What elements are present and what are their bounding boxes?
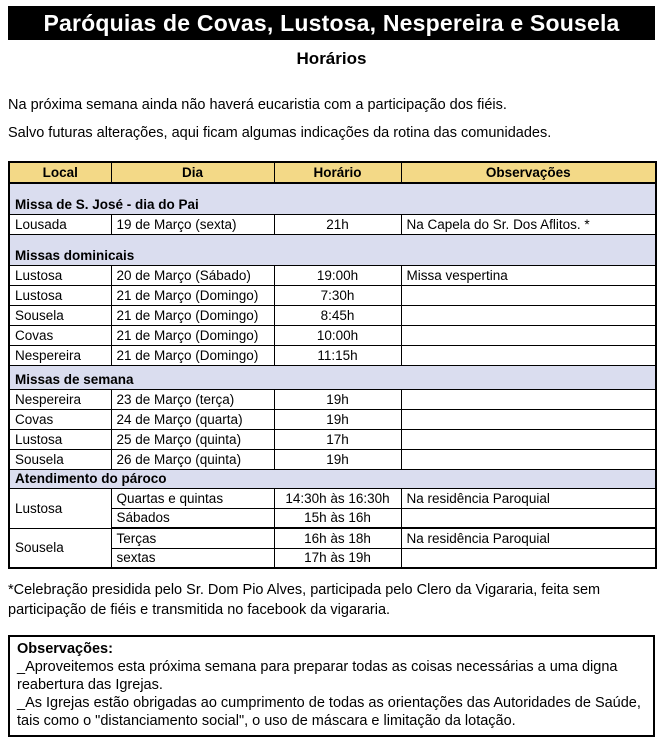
intro-paragraph-2: Salvo futuras alterações, aqui ficam algumas indicações da rotina das comunidades. bbox=[8, 125, 552, 141]
cell-dia: Sábados bbox=[111, 508, 274, 528]
subtitle: Horários bbox=[296, 49, 367, 68]
schedule-row bbox=[9, 429, 656, 449]
cell-local: Lustosa bbox=[9, 285, 111, 305]
section-title-row bbox=[9, 365, 656, 389]
schedule-row bbox=[9, 528, 656, 548]
cell-dia: 21 de Março (Domingo) bbox=[111, 305, 274, 325]
cell-dia: sextas bbox=[111, 548, 274, 568]
section-title-row bbox=[9, 234, 656, 265]
footnote: *Celebração presidida pelo Sr. Dom Pio Alves, participada pelo Clero da Vigararia, feita sem participação de fiéis e transmitida no facebook da vigararia. bbox=[8, 582, 601, 618]
cell-horario: 19h bbox=[274, 409, 401, 429]
cell-horario: 8:45h bbox=[274, 305, 401, 325]
schedule-row bbox=[9, 389, 656, 409]
cell-local: Lustosa bbox=[9, 429, 111, 449]
cell-observacoes: Missa vespertina bbox=[401, 265, 656, 285]
cell-observacoes: Na Capela do Sr. Dos Aflitos. * bbox=[401, 214, 656, 234]
cell-dia: Terças bbox=[111, 528, 274, 548]
observations-box bbox=[8, 635, 655, 737]
cell-local: Sousela bbox=[9, 305, 111, 325]
cell-observacoes bbox=[401, 285, 656, 305]
observations-title: Observações: bbox=[17, 641, 113, 657]
intro-paragraph-1: Na próxima semana ainda não haverá eucaristia com a participação dos fiéis. bbox=[8, 97, 507, 113]
schedule-row bbox=[9, 345, 656, 365]
cell-observacoes bbox=[401, 389, 656, 409]
cell-dia: 26 de Março (quinta) bbox=[111, 449, 274, 469]
cell-horario: 7:30h bbox=[274, 285, 401, 305]
cell-horario: 10:00h bbox=[274, 325, 401, 345]
cell-observacoes: Na residência Paroquial bbox=[401, 488, 656, 508]
cell-horario: 16h às 18h bbox=[274, 528, 401, 548]
cell-local: Lousada bbox=[9, 214, 111, 234]
observation-item-1: _Aproveitemos esta próxima semana para preparar todas as coisas necessárias a uma digna reabertura das Igrejas. bbox=[17, 659, 618, 693]
cell-horario: 15h às 16h bbox=[274, 508, 401, 528]
title-banner bbox=[8, 6, 655, 40]
cell-observacoes bbox=[401, 548, 656, 568]
cell-observacoes bbox=[401, 345, 656, 365]
header-cell-local: Local bbox=[9, 162, 111, 183]
cell-horario: 19h bbox=[274, 449, 401, 469]
header-cell-dia: Dia bbox=[111, 162, 274, 183]
cell-dia: 23 de Março (terça) bbox=[111, 389, 274, 409]
cell-local: Sousela bbox=[9, 528, 111, 568]
cell-observacoes bbox=[401, 429, 656, 449]
schedule-row bbox=[9, 305, 656, 325]
intro-text bbox=[8, 96, 655, 142]
schedule-row bbox=[9, 325, 656, 345]
cell-horario: 14:30h às 16:30h bbox=[274, 488, 401, 508]
table-header-row bbox=[9, 162, 656, 183]
cell-observacoes bbox=[401, 325, 656, 345]
cell-dia: 24 de Março (quarta) bbox=[111, 409, 274, 429]
schedule-row bbox=[9, 409, 656, 429]
cell-horario: 21h bbox=[274, 214, 401, 234]
cell-local: Covas bbox=[9, 325, 111, 345]
schedule-row bbox=[9, 265, 656, 285]
header-cell-observacoes: Observações bbox=[401, 162, 656, 183]
cell-horario: 17h às 19h bbox=[274, 548, 401, 568]
schedule-table bbox=[8, 161, 657, 569]
section-title: Missas dominicais bbox=[9, 234, 656, 265]
cell-observacoes bbox=[401, 409, 656, 429]
cell-dia: 21 de Março (Domingo) bbox=[111, 325, 274, 345]
cell-local: Lustosa bbox=[9, 488, 111, 528]
cell-dia: 21 de Março (Domingo) bbox=[111, 285, 274, 305]
section-title: Atendimento do pároco bbox=[9, 469, 656, 488]
cell-observacoes: Na residência Paroquial bbox=[401, 528, 656, 548]
cell-dia: 21 de Março (Domingo) bbox=[111, 345, 274, 365]
cell-local: Lustosa bbox=[9, 265, 111, 285]
schedule-row bbox=[9, 285, 656, 305]
section-title-row bbox=[9, 183, 656, 214]
schedule-row bbox=[9, 214, 656, 234]
observation-item-2: _As Igrejas estão obrigadas ao cumprimento de todas as orientações das Autoridades de Saúde, tais como o "distanciamento social", o uso de máscara e limitação da lotação. bbox=[17, 695, 641, 729]
schedule-row bbox=[9, 488, 656, 508]
section-title: Missas de semana bbox=[9, 365, 656, 389]
header-cell-horario: Horário bbox=[274, 162, 401, 183]
schedule-table-body bbox=[9, 183, 656, 568]
cell-observacoes bbox=[401, 305, 656, 325]
cell-observacoes bbox=[401, 508, 656, 528]
cell-local: Nespereira bbox=[9, 389, 111, 409]
schedule-row bbox=[9, 449, 656, 469]
cell-dia: 20 de Março (Sábado) bbox=[111, 265, 274, 285]
cell-local: Nespereira bbox=[9, 345, 111, 365]
cell-local: Sousela bbox=[9, 449, 111, 469]
cell-dia: 25 de Março (quinta) bbox=[111, 429, 274, 449]
section-title-row bbox=[9, 469, 656, 488]
cell-local: Covas bbox=[9, 409, 111, 429]
cell-horario: 11:15h bbox=[274, 345, 401, 365]
cell-horario: 17h bbox=[274, 429, 401, 449]
cell-dia: Quartas e quintas bbox=[111, 488, 274, 508]
section-title: Missa de S. José - dia do Pai bbox=[9, 183, 656, 214]
cell-horario: 19:00h bbox=[274, 265, 401, 285]
document-title: Paróquias de Covas, Lustosa, Nespereira e Sousela bbox=[43, 9, 620, 36]
cell-horario: 19h bbox=[274, 389, 401, 409]
cell-dia: 19 de Março (sexta) bbox=[111, 214, 274, 234]
cell-observacoes bbox=[401, 449, 656, 469]
